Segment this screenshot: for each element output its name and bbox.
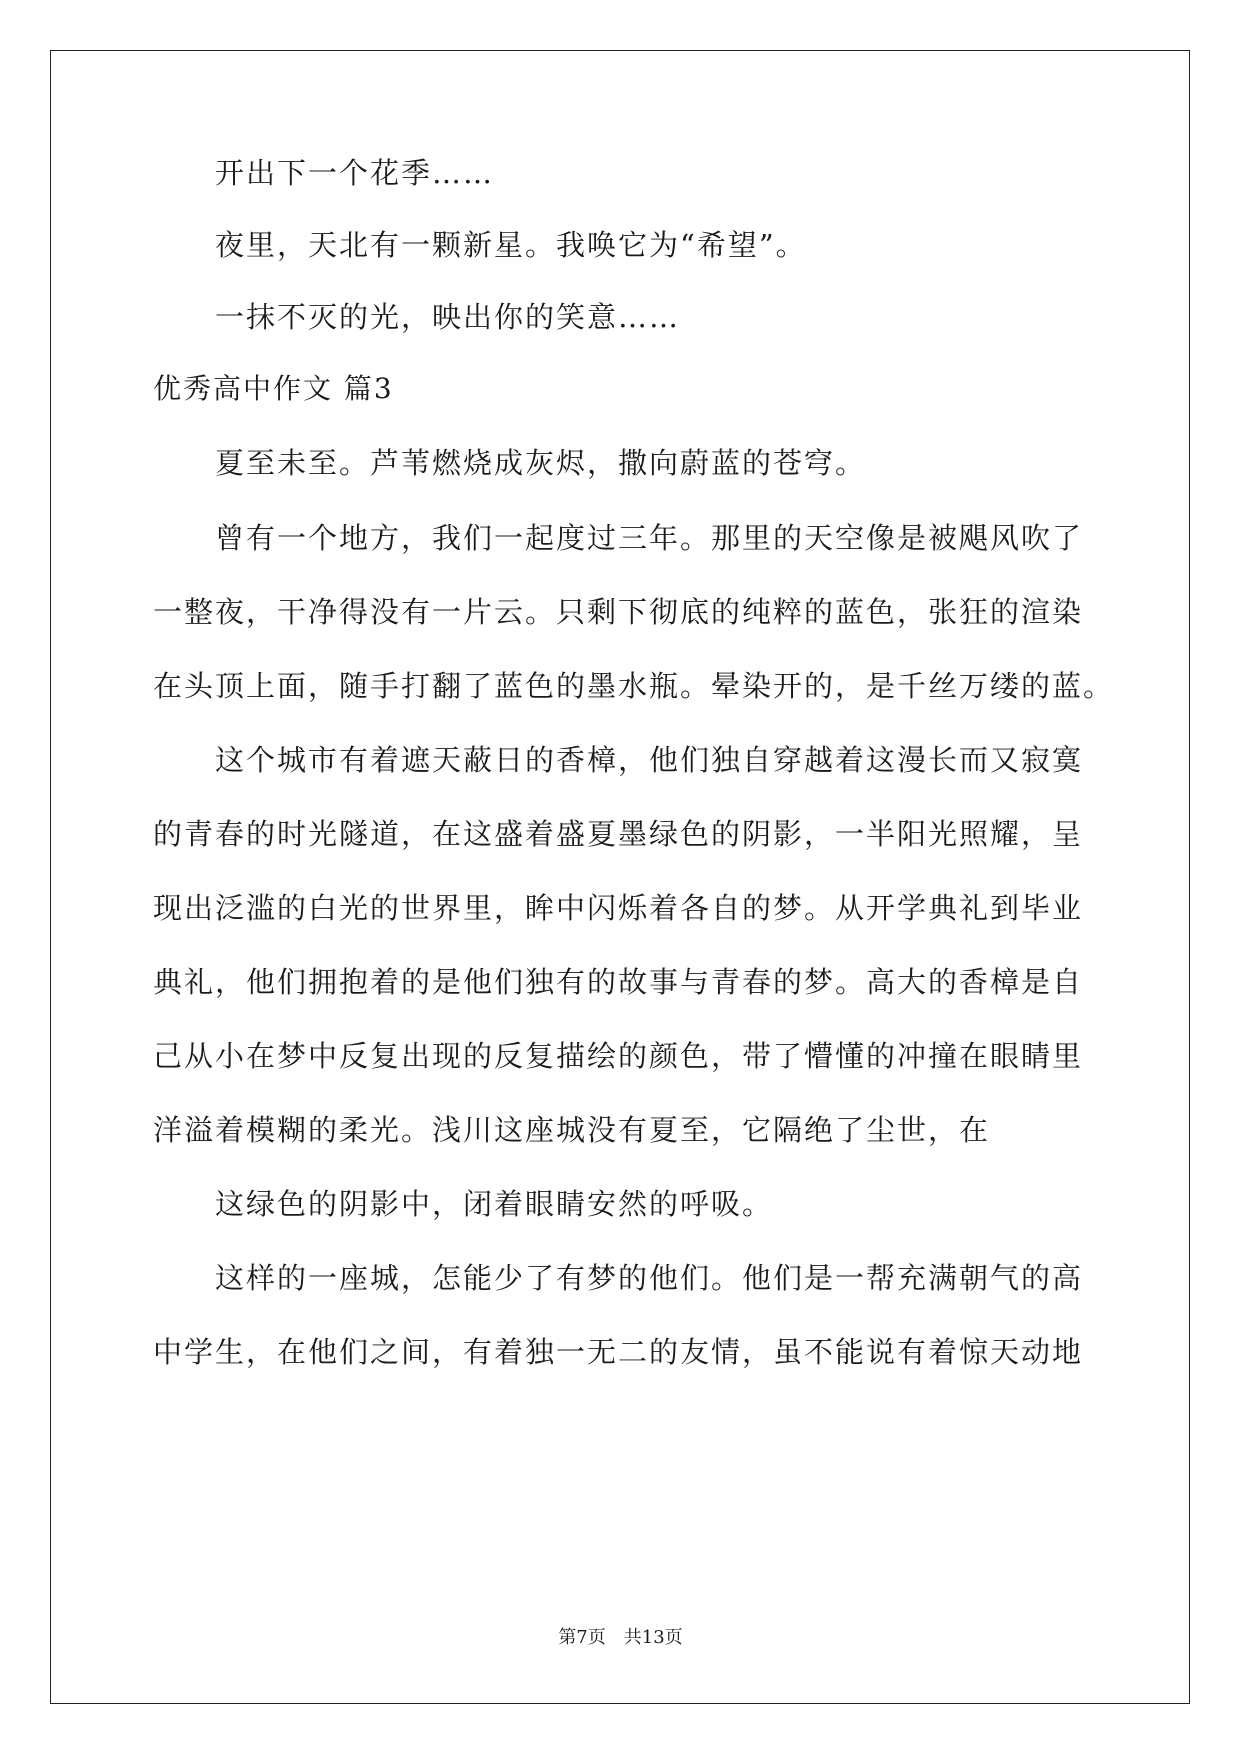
text-line: 夜里，天北有一颗新星。我唤它为“希望”。 [215, 228, 807, 262]
text-line: 现出泛滥的白光的世界里，眸中闪烁着各自的梦。从开学典礼到毕业 [153, 891, 1084, 925]
text-line: 典礼，他们拥抱着的是他们独有的故事与青春的梦。高大的香樟是自 [153, 965, 1084, 999]
text-line: 在头顶上面，随手打翻了蓝色的墨水瓶。晕染开的，是千丝万缕的蓝。 [153, 669, 1115, 703]
text-line: 的青春的时光隧道，在这盛着盛夏墨绿色的阴影，一半阳光照耀，呈 [153, 817, 1084, 851]
text-line: 己从小在梦中反复出现的反复描绘的颜色，带了懵懂的冲撞在眼睛里 [153, 1039, 1084, 1073]
text-line: 夏至未至。芦苇燃烧成灰烬，撒向蔚蓝的苍穹。 [215, 446, 867, 480]
text-line: 一整夜，干净得没有一片云。只剩下彻底的纯粹的蓝色，张狂的渲染 [153, 595, 1084, 629]
text-line: 一抹不灭的光，映出你的笑意…… [215, 300, 681, 334]
text-line: 这个城市有着遮天蔽日的香樟，他们独自穿越着这漫长而又寂寞 [215, 743, 1084, 777]
text-line: 洋溢着模糊的柔光。浅川这座城没有夏至，它隔绝了尘世，在 [153, 1113, 991, 1147]
text-line: 曾有一个地方，我们一起度过三年。那里的天空像是被飓风吹了 [215, 521, 1084, 555]
section-heading: 优秀高中作文 篇3 [153, 372, 394, 405]
text-line: 中学生，在他们之间，有着独一无二的友情，虽不能说有着惊天动地 [153, 1335, 1084, 1369]
text-line: 这绿色的阴影中，闭着眼睛安然的呼吸。 [215, 1187, 774, 1221]
text-line: 开出下一个花季…… [215, 156, 495, 190]
text-line: 这样的一座城，怎能少了有梦的他们。他们是一帮充满朝气的高 [215, 1261, 1084, 1295]
page-number: 第7页 共13页 [558, 1627, 683, 1648]
